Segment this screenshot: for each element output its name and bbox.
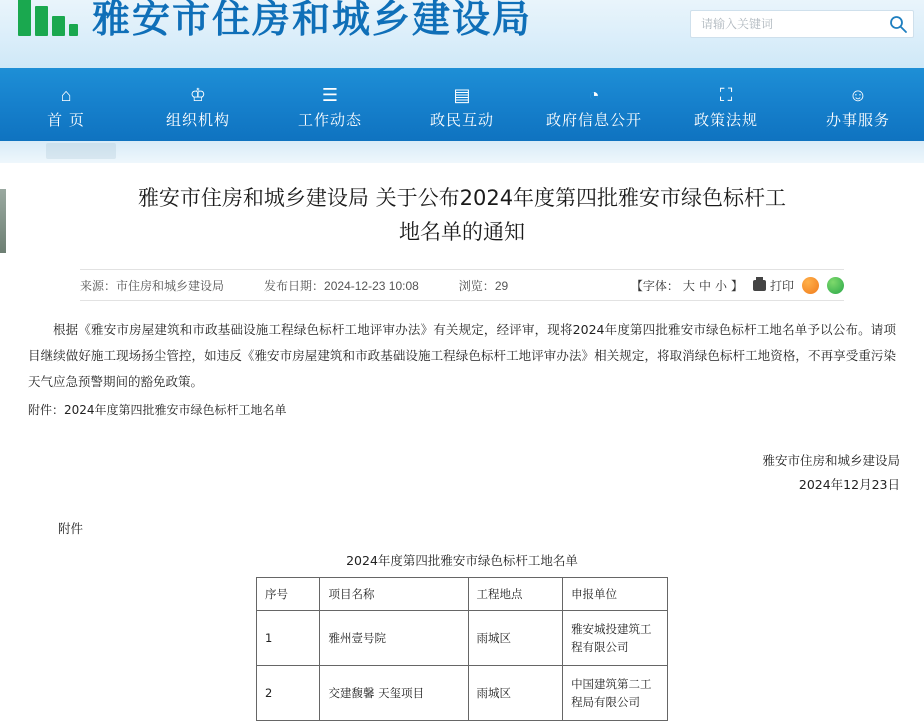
print-button[interactable]: [753, 277, 794, 294]
chat-icon: ☺: [848, 84, 868, 105]
article-meta-bar: [80, 269, 844, 301]
home-icon: ⌂: [60, 84, 72, 105]
decorative-side-image: [0, 189, 6, 253]
cell-applicant: 雅安城投建筑工程有限公司: [563, 611, 668, 666]
search-input[interactable]: [699, 12, 883, 36]
nav-item-services[interactable]: [792, 68, 924, 141]
table-header-row: [257, 578, 668, 611]
printer-icon: [753, 280, 766, 291]
meta-views-value: 29: [494, 278, 509, 293]
nav-item-public-interaction[interactable]: [396, 68, 528, 141]
font-size-close-bracket: 】: [730, 278, 743, 293]
meta-views: [459, 277, 508, 294]
cell-project-name: 交建馥馨 天玺项目: [320, 666, 468, 721]
clock-icon: ◔: [588, 84, 600, 105]
font-size-medium-button[interactable]: 中: [698, 278, 711, 293]
table-header-no: 序号: [257, 578, 320, 611]
table-row: [257, 666, 668, 721]
font-size-controls: [629, 277, 745, 294]
green-benchmark-site-table: [256, 577, 668, 721]
meta-source-label: 来源：: [80, 278, 117, 293]
main-navigation: [0, 68, 924, 141]
page-title: 雅安市住房和城乡建设局 关于公布2024年度第四批雅安市绿色标杆工地名单的通知: [137, 186, 787, 244]
signature-organization: 雅安市住房和城乡建设局: [762, 453, 900, 468]
search-icon[interactable]: [883, 12, 913, 36]
nav-label-public-interaction: 政民互动: [429, 110, 494, 129]
meta-tools: [629, 277, 844, 294]
attachment-heading: 附件: [58, 521, 84, 536]
nav-item-organization[interactable]: [132, 68, 264, 141]
table-title: 2024年度第四批雅安市绿色标杆工地名单: [346, 553, 578, 568]
nav-label-services: 办事服务: [825, 110, 890, 129]
nav-label-organization: 组织机构: [165, 110, 230, 129]
meta-date-label: 发布日期：: [264, 278, 325, 293]
organization-icon: ♔: [189, 84, 207, 105]
document-icon: ▤: [453, 84, 471, 105]
site-title: 雅安市住房和城乡建设局: [92, 0, 533, 41]
article-attachment-line: 附件：2024年度第四批雅安市绿色标杆工地名单: [28, 403, 287, 417]
article-body: [28, 317, 896, 423]
share-weibo-icon[interactable]: [802, 277, 819, 294]
table-header-project-name: 项目名称: [320, 578, 468, 611]
share-wechat-icon[interactable]: [827, 277, 844, 294]
cell-no: 1: [257, 611, 320, 666]
table-header-applicant: 申报单位: [563, 578, 668, 611]
nav-item-work-news[interactable]: [264, 68, 396, 141]
grid-icon: ⛶: [719, 84, 733, 105]
banner-strip: [0, 141, 924, 163]
article-signature: [14, 449, 910, 497]
nav-item-government-info[interactable]: [528, 68, 660, 141]
site-header: [0, 0, 924, 68]
article-paragraph-1: 根据《雅安市房屋建筑和市政基础设施工程绿色标杆工地评审办法》有关规定，经评审，现将2024年度第四批雅安市绿色标杆工地名单予以公布。请项目继续做好施工现场扬尘管控，如违反《雅安市房屋建筑和市政基础设施工程绿色标杆工地评审办法》相关规定，将取消绿色标杆工地资格，不再享受重污染天气应急预警期间的豁免政策。: [28, 322, 896, 389]
nav-label-government-info: 政府信息公开: [545, 110, 642, 129]
meta-source: [80, 277, 224, 294]
article: [0, 181, 924, 721]
meta-source-value: 市住房和城乡建设局: [116, 278, 225, 293]
nav-label-work-news: 工作动态: [297, 110, 362, 129]
cell-location: 雨城区: [468, 611, 563, 666]
nav-label-policies: 政策法规: [693, 110, 758, 129]
font-size-large-button[interactable]: 大: [682, 278, 695, 293]
cell-applicant: 中国建筑第二工程局有限公司: [563, 666, 668, 721]
nav-label-home: 首 页: [47, 110, 85, 129]
meta-date-value: 2024-12-23 10:08: [324, 278, 419, 293]
table-header-location: 工程地点: [468, 578, 563, 611]
font-size-small-button[interactable]: 小: [714, 278, 727, 293]
search-box[interactable]: [690, 10, 914, 38]
cell-no: 2: [257, 666, 320, 721]
meta-date: [264, 277, 419, 294]
list-icon: ☰: [321, 84, 339, 105]
cell-location: 雨城区: [468, 666, 563, 721]
table-row: [257, 611, 668, 666]
cell-project-name: 雅州壹号院: [320, 611, 468, 666]
nav-item-home[interactable]: [0, 68, 132, 141]
nav-item-policies[interactable]: [660, 68, 792, 141]
bar-blocks-logo-icon: [18, 0, 82, 36]
font-size-label: 【字体：: [630, 278, 679, 293]
print-label: 打印: [769, 278, 794, 293]
signature-date: 2024年12月23日: [798, 477, 900, 492]
meta-views-label: 浏览：: [458, 278, 495, 293]
